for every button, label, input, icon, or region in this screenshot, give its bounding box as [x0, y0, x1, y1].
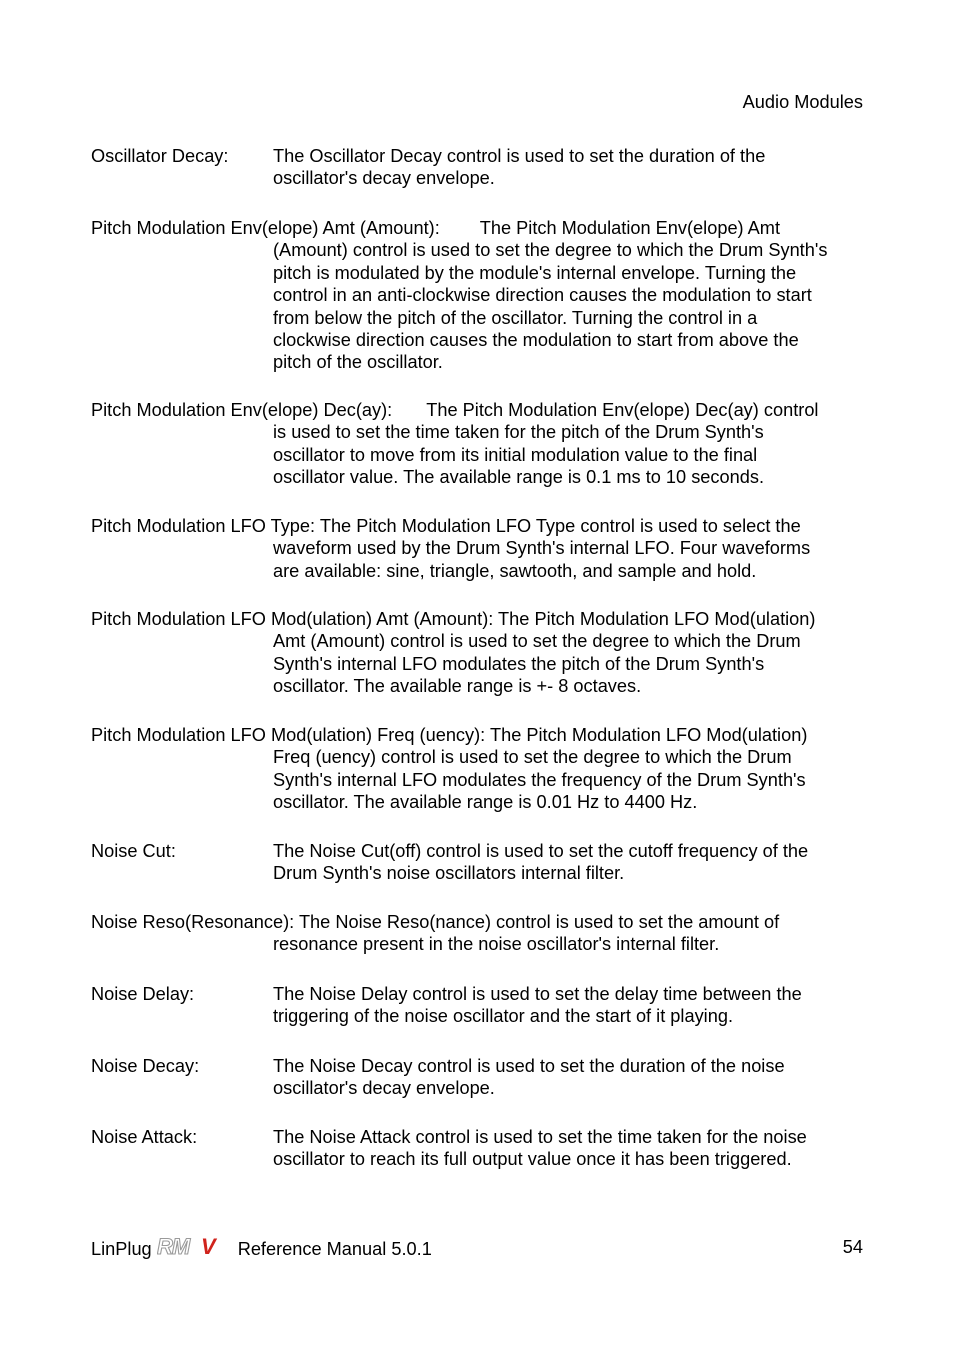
- definition-line: clockwise direction causes the modulation to start from above the: [273, 330, 799, 351]
- definition-entry: [91, 911, 863, 956]
- definition-entry: [91, 515, 863, 582]
- definition-entry: [91, 145, 863, 190]
- definition-line: Freq (uency) control is used to set the degree to which the Drum: [273, 747, 792, 768]
- brand-name: LinPlug: [91, 1239, 152, 1259]
- definition-line: oscillator to move from its initial modulation value to the final: [273, 444, 758, 465]
- definition-entry: [91, 399, 863, 489]
- definition-line: oscillator value. The available range is 0.1 ms to 10 seconds.: [273, 467, 765, 488]
- definition-entry: [91, 217, 863, 374]
- term: Pitch Modulation Env(elope) Dec(ay):: [91, 400, 393, 420]
- definition-line: Amt (Amount) control is used to set the degree to which the Drum: [273, 631, 801, 652]
- footer-title: [91, 1236, 432, 1263]
- definition-line: triggering of the noise oscillator and the start of it playing.: [273, 1006, 733, 1027]
- definition-entry: [91, 1055, 863, 1100]
- definition-line: The Pitch Modulation LFO Type control is used to select the: [319, 516, 801, 536]
- definition-line: Synth's internal LFO modulates the pitch of the Drum Synth's: [273, 653, 765, 674]
- definition-line: oscillator's decay envelope.: [273, 168, 495, 189]
- definition-line: waveform used by the Drum Synth's internal LFO. Four waveforms: [273, 538, 811, 559]
- definition-line: The Noise Delay control is used to set the delay time between the: [273, 984, 802, 1004]
- definition-entry: [91, 983, 863, 1028]
- term: Pitch Modulation LFO Type:: [91, 516, 316, 536]
- definition-line: pitch is modulated by the module's internal envelope. Turning the: [273, 262, 797, 283]
- definition-line: The Pitch Modulation LFO Mod(ulation): [489, 725, 808, 745]
- term: Oscillator Decay:: [91, 146, 229, 166]
- svg-text:V: V: [200, 1236, 216, 1258]
- definition-line: The Noise Attack control is used to set the time taken for the noise: [273, 1127, 807, 1147]
- definition-line: The Pitch Modulation LFO Mod(ulation): [498, 609, 816, 629]
- definition-line: The Noise Decay control is used to set the duration of the noise: [273, 1056, 785, 1076]
- term: Pitch Modulation LFO Mod(ulation) Freq (uency):: [91, 725, 486, 745]
- definition-line: The Pitch Modulation Env(elope) Dec(ay) control: [426, 400, 819, 420]
- definition-line: oscillator. The available range is 0.01 Hz to 4400 Hz.: [273, 792, 698, 813]
- page-footer: [91, 1236, 863, 1258]
- definition-line: oscillator. The available range is +- 8 octaves.: [273, 676, 642, 697]
- term: Noise Cut:: [91, 841, 176, 861]
- manual-title: Reference Manual 5.0.1: [237, 1239, 432, 1259]
- definition-line: is used to set the time taken for the pitch of the Drum Synth's: [273, 422, 764, 443]
- definition-line: resonance present in the noise oscillator's internal filter.: [273, 934, 720, 955]
- term: Pitch Modulation Env(elope) Amt (Amount):: [91, 218, 440, 238]
- term: Pitch Modulation LFO Mod(ulation) Amt (Amount):: [91, 609, 494, 629]
- definition-line: Drum Synth's noise oscillators internal filter.: [273, 863, 625, 884]
- definition-line: control in an anti-clockwise direction causes the modulation to start: [273, 285, 812, 306]
- term: Noise Delay:: [91, 984, 195, 1004]
- definition-line: (Amount) control is used to set the degree to which the Drum Synth's: [273, 240, 828, 261]
- definition-line: are available: sine, triangle, sawtooth, and sample and hold.: [273, 560, 757, 581]
- term: Noise Reso(Resonance):: [91, 912, 295, 932]
- definition-entry: [91, 608, 863, 698]
- term: Noise Attack:: [91, 1127, 198, 1147]
- definition-line: pitch of the oscillator.: [273, 352, 443, 373]
- definition-line: The Pitch Modulation Env(elope) Amt: [479, 218, 780, 238]
- definition-entry: [91, 1126, 863, 1171]
- definition-line: The Noise Reso(nance) control is used to set the amount of: [298, 912, 780, 932]
- definition-line: oscillator to reach its full output value once it has been triggered.: [273, 1149, 792, 1170]
- definition-entry: [91, 724, 863, 814]
- definition-line: The Oscillator Decay control is used to set the duration of the: [273, 146, 766, 166]
- rmv-logo: [157, 1236, 234, 1263]
- definition-line: The Noise Cut(off) control is used to set the cutoff frequency of the: [273, 841, 809, 861]
- definition-line: Synth's internal LFO modulates the frequency of the Drum Synth's: [273, 769, 806, 790]
- definition-line: from below the pitch of the oscillator. Turning the control in a: [273, 307, 758, 328]
- page-header: Audio Modules: [742, 92, 863, 112]
- definition-entry: [91, 840, 863, 885]
- definition-line: oscillator's decay envelope.: [273, 1078, 495, 1099]
- page-number: 54: [842, 1237, 863, 1257]
- term: Noise Decay:: [91, 1056, 200, 1076]
- svg-text:RM: RM: [156, 1236, 189, 1258]
